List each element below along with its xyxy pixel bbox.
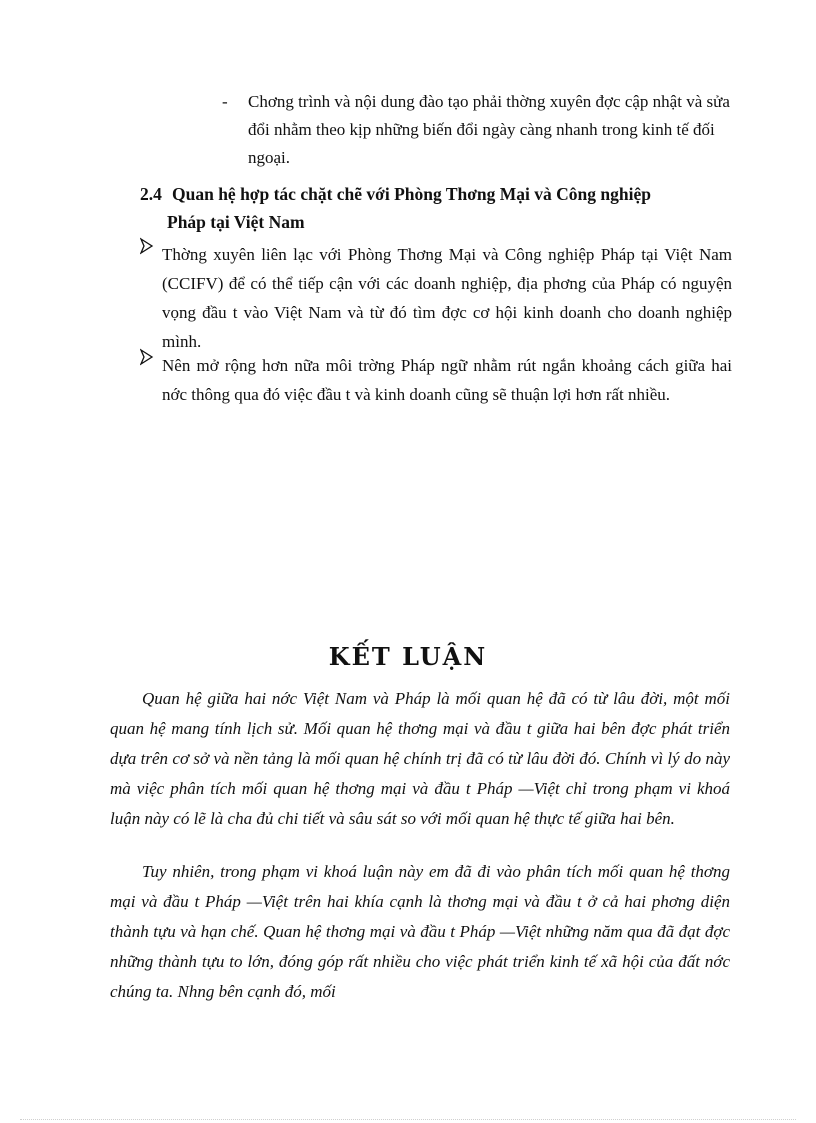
dash-item-text: Chơng trình và nội dung đào tạo phải thờng xuyên đợc cập nhật và sửa đổi nhằm theo kịp những biến đổi ngày càng nhanh trong kinh tế đối ngoại. bbox=[248, 92, 730, 167]
arrow-bullet-icon bbox=[140, 348, 154, 366]
dash-marker: - bbox=[222, 92, 228, 111]
conclusion-title: KẾT LUẬN bbox=[328, 642, 488, 671]
paragraph-text: Quan hệ giữa hai nớc Việt Nam và Pháp là mối quan hệ đã có từ lâu đời, một mối quan hệ mang tính lịch sử. Mối quan hệ thơng mại và đầu t giữa hai bên đợc phát triển dựa trên cơ sở và nền tảng là mối quan hệ chính trị đã có từ lâu đời đó. Chính vì lý do này mà việc phân tích mối quan hệ thơng mại và đầu t Pháp —Việt chỉ trong phạm vi khoá luận này có lẽ là cha đủ chi tiết và sâu sát so với mối quan hệ thực tế giữa hai bên. bbox=[110, 689, 730, 828]
page-bottom-divider bbox=[20, 1119, 796, 1120]
section-title-line1: Quan hệ hợp tác chặt chẽ với Phòng Thơng Mại và Công nghiệp bbox=[172, 184, 651, 204]
bullet-item bbox=[140, 351, 732, 409]
conclusion-paragraph bbox=[110, 857, 730, 1007]
section-title-line2: Pháp tại Việt Nam bbox=[167, 212, 305, 232]
dash-list-item bbox=[222, 88, 732, 172]
arrow-bullet-icon bbox=[140, 237, 154, 255]
paragraph-text: Tuy nhiên, trong phạm vi khoá luận này em đã đi vào phân tích mối quan hệ thơng mại và đầu t Pháp —Việt trên hai khía cạnh là thơng mại và đầu t ở cả hai phơng diện thành tựu và hạn chế. Quan hệ thơng mại và đầu t Pháp —Việt những năm qua đã đạt đợc những thành tựu to lớn, đóng góp rất nhiều cho việc phát triển kinh tế xã hội của đất nớc chúng ta. Nhng bên cạnh đó, mối bbox=[110, 862, 730, 1001]
bullet-text: Nên mở rộng hơn nữa môi trờng Pháp ngữ nhằm rút ngắn khoảng cách giữa hai nớc thông qua đó việc đầu t và kinh doanh cũng sẽ thuận lợi hơn rất nhiều. bbox=[162, 356, 732, 404]
section-number: 2.4 bbox=[140, 184, 162, 204]
section-heading bbox=[140, 180, 732, 236]
conclusion-paragraph bbox=[110, 684, 730, 834]
bullet-item bbox=[140, 240, 732, 356]
bullet-text: Thờng xuyên liên lạc với Phòng Thơng Mại và Công nghiệp Pháp tại Việt Nam (CCIFV) để có thể tiếp cận với các doanh nghiệp, địa phơng của Pháp có nguyện vọng đầu t vào Việt Nam và từ đó tìm đợc cơ hội kinh doanh cho doanh nghiệp mình. bbox=[162, 245, 732, 351]
